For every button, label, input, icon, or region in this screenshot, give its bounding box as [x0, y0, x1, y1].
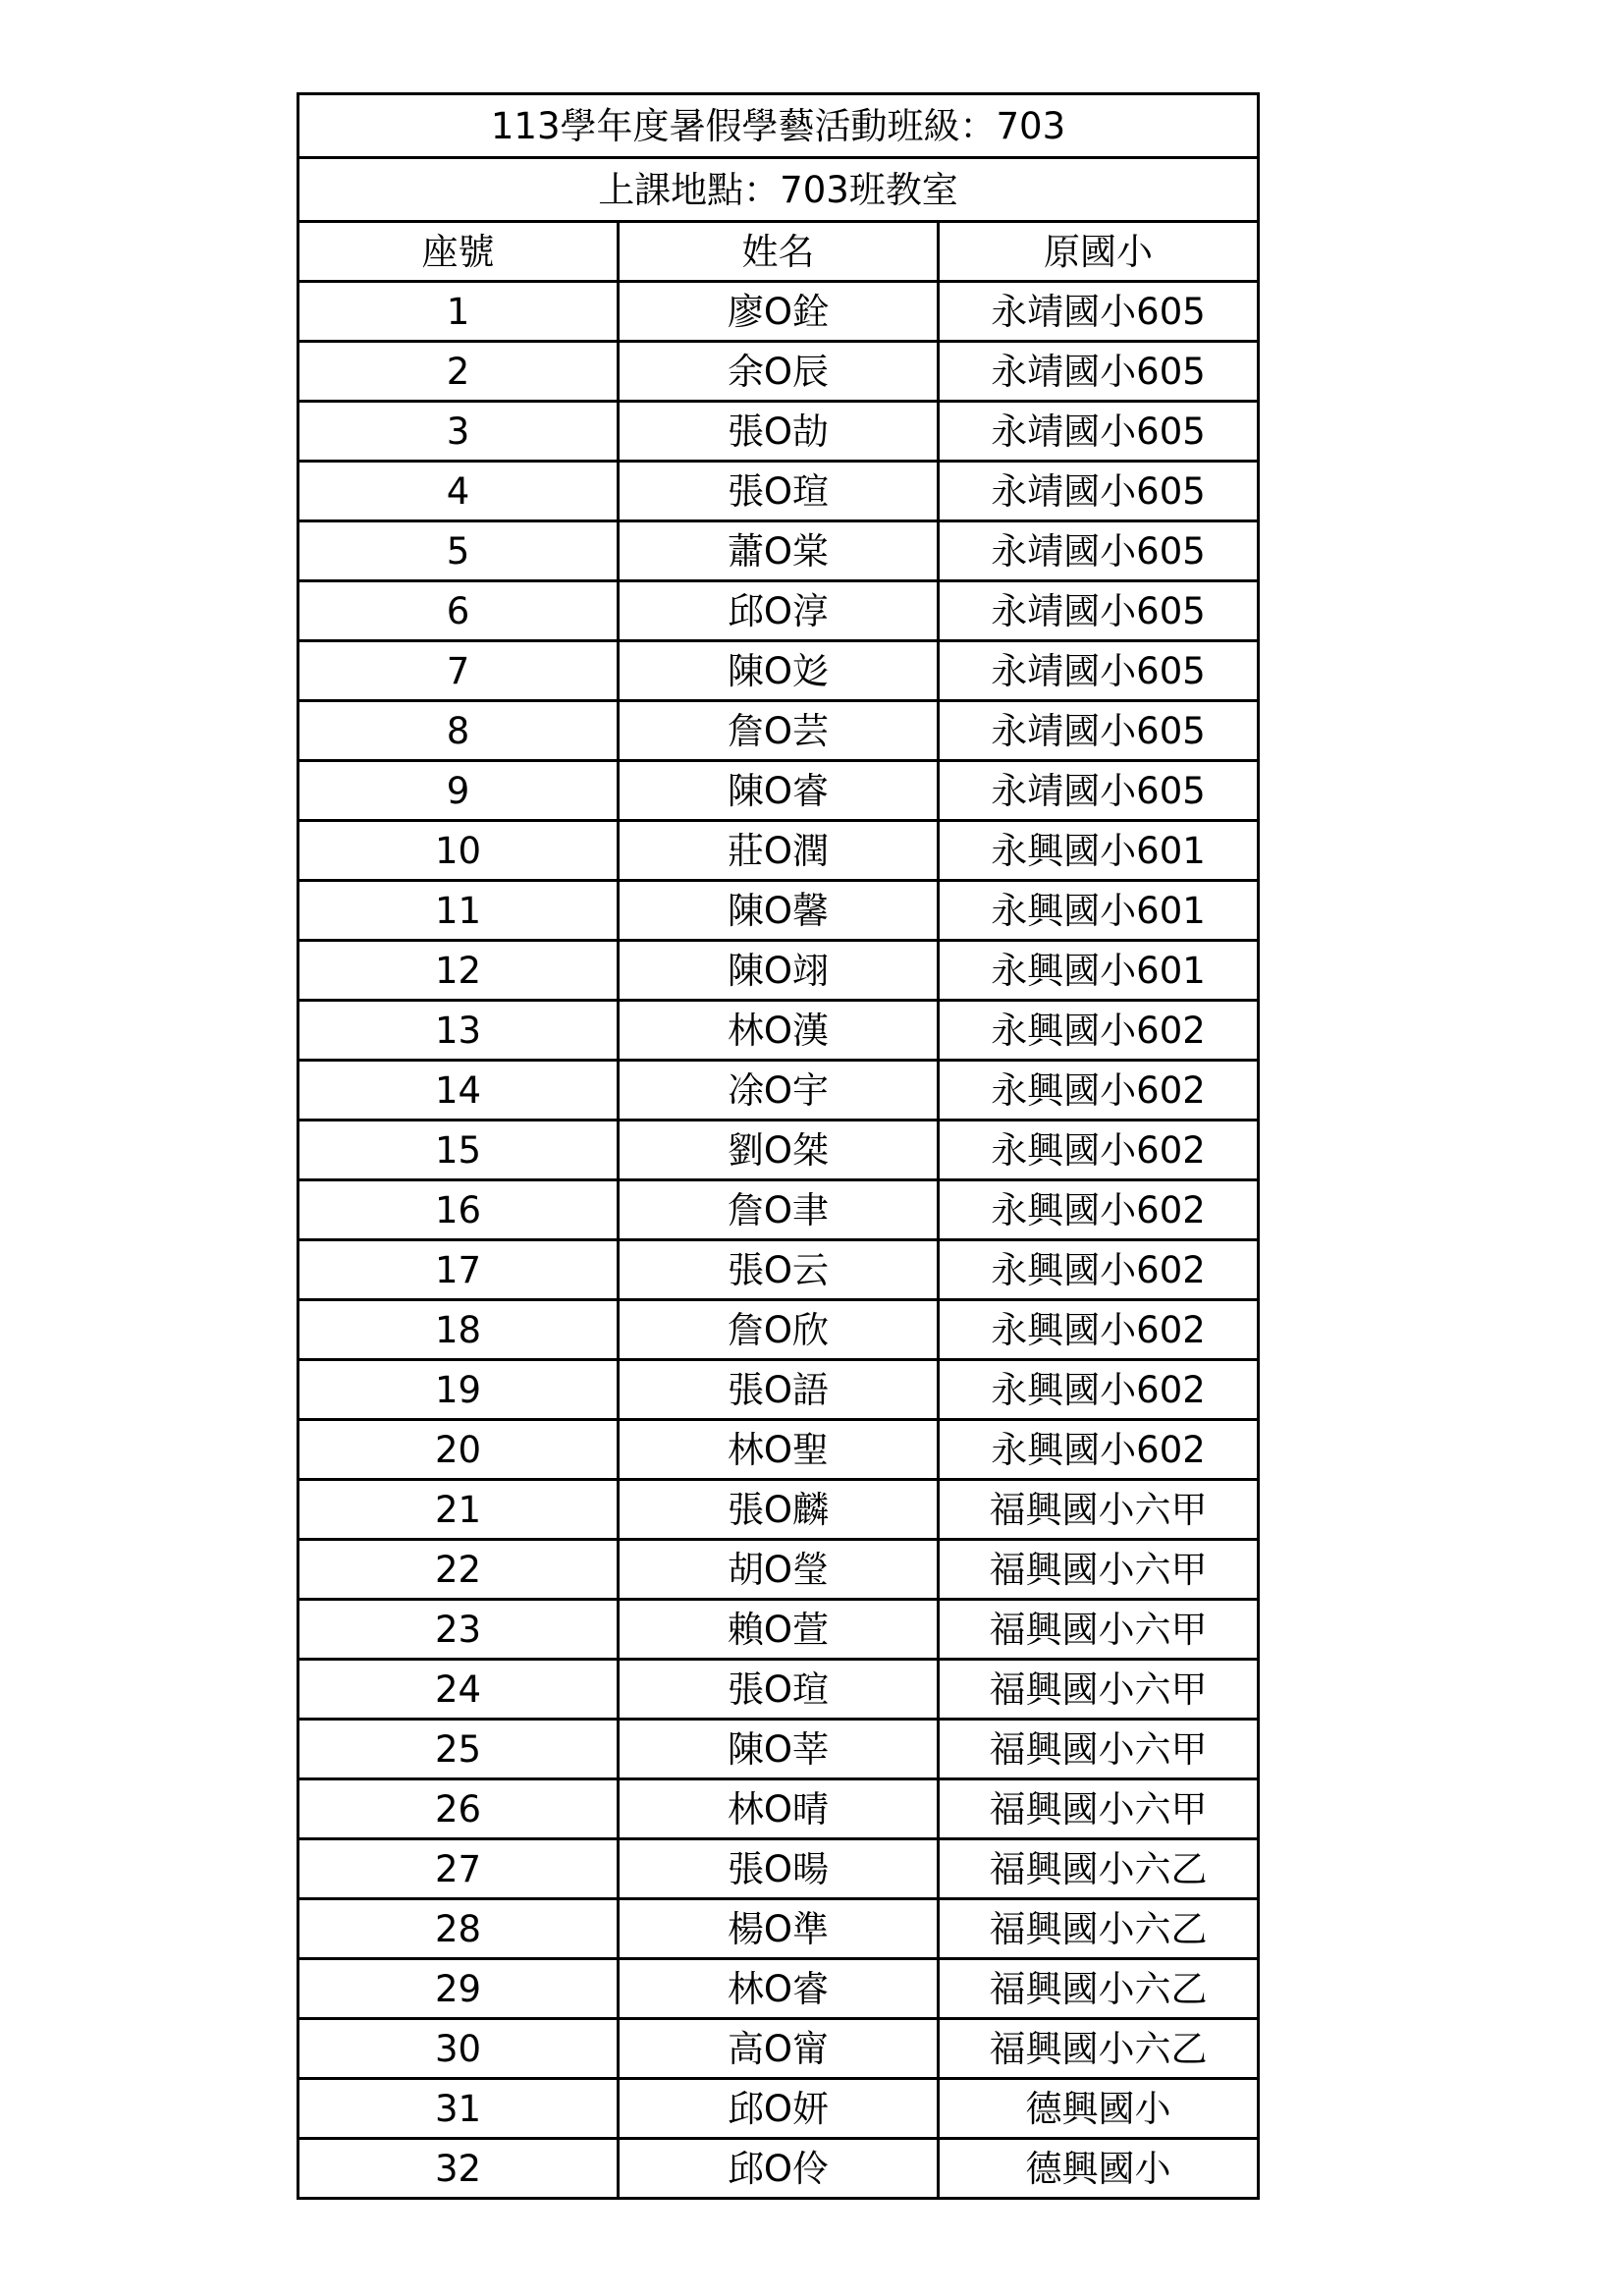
- seat-number-cell: 7: [298, 641, 619, 701]
- student-name-cell: 陳O彣: [619, 641, 939, 701]
- seat-number-cell: 13: [298, 1001, 619, 1061]
- table-row: [298, 1001, 1259, 1061]
- school-cell: 永靖國小605: [939, 761, 1259, 821]
- school-cell: 福興國小六甲: [939, 1540, 1259, 1600]
- table-row: [298, 1121, 1259, 1180]
- table-row: [298, 1480, 1259, 1540]
- student-name-cell: 莊O潤: [619, 821, 939, 881]
- seat-number-cell: 3: [298, 402, 619, 462]
- table-row: [298, 1300, 1259, 1360]
- table-row: [298, 1180, 1259, 1240]
- seat-number-cell: 12: [298, 941, 619, 1001]
- school-cell: 永靖國小605: [939, 342, 1259, 402]
- seat-number-cell: 2: [298, 342, 619, 402]
- school-cell: 永興國小601: [939, 821, 1259, 881]
- location-row: [298, 158, 1259, 222]
- student-name-cell: 張O劼: [619, 402, 939, 462]
- school-header: 原國小: [939, 222, 1259, 282]
- table-row: [298, 1240, 1259, 1300]
- seat-number-cell: 23: [298, 1600, 619, 1660]
- school-cell: 永興國小602: [939, 1360, 1259, 1420]
- seat-number-cell: 5: [298, 521, 619, 581]
- table-row: [298, 1959, 1259, 2019]
- school-cell: 永興國小602: [939, 1001, 1259, 1061]
- seat-number-cell: 18: [298, 1300, 619, 1360]
- table-row: [298, 402, 1259, 462]
- student-name-cell: 余O辰: [619, 342, 939, 402]
- school-cell: 永靖國小605: [939, 701, 1259, 761]
- school-cell: 永興國小602: [939, 1420, 1259, 1480]
- table-row: [298, 1839, 1259, 1899]
- student-name-cell: 賴O萱: [619, 1600, 939, 1660]
- column-header-row: [298, 222, 1259, 282]
- school-cell: 福興國小六甲: [939, 1600, 1259, 1660]
- school-cell: 永靖國小605: [939, 581, 1259, 641]
- student-name-cell: 張O云: [619, 1240, 939, 1300]
- student-name-cell: 凃O宇: [619, 1061, 939, 1121]
- seat-number-cell: 11: [298, 881, 619, 941]
- seat-number-cell: 8: [298, 701, 619, 761]
- class-roster-table: [297, 92, 1260, 2200]
- school-cell: 永靖國小605: [939, 641, 1259, 701]
- school-cell: 福興國小六甲: [939, 1720, 1259, 1779]
- seat-number-cell: 6: [298, 581, 619, 641]
- school-cell: 福興國小六甲: [939, 1660, 1259, 1720]
- student-name-cell: 林O晴: [619, 1779, 939, 1839]
- school-cell: 福興國小六乙: [939, 1839, 1259, 1899]
- name-header: 姓名: [619, 222, 939, 282]
- table-row: [298, 761, 1259, 821]
- student-name-cell: 張O麟: [619, 1480, 939, 1540]
- table-row: [298, 1061, 1259, 1121]
- seat-number-cell: 25: [298, 1720, 619, 1779]
- seat-number-cell: 27: [298, 1839, 619, 1899]
- table-row: [298, 941, 1259, 1001]
- table-row: [298, 2079, 1259, 2139]
- student-name-cell: 邱O淳: [619, 581, 939, 641]
- school-cell: 永興國小602: [939, 1240, 1259, 1300]
- table-row: [298, 521, 1259, 581]
- seat-number-cell: 14: [298, 1061, 619, 1121]
- student-name-cell: 劉O桀: [619, 1121, 939, 1180]
- table-row: [298, 1540, 1259, 1600]
- table-row: [298, 1779, 1259, 1839]
- school-cell: 永興國小602: [939, 1180, 1259, 1240]
- roster-body: [298, 94, 1259, 2199]
- student-name-cell: 邱O伶: [619, 2139, 939, 2199]
- student-name-cell: 詹O欣: [619, 1300, 939, 1360]
- seat-number-cell: 10: [298, 821, 619, 881]
- seat-number-cell: 29: [298, 1959, 619, 2019]
- student-name-cell: 胡O瑩: [619, 1540, 939, 1600]
- table-row: [298, 701, 1259, 761]
- student-name-cell: 張O瑄: [619, 462, 939, 521]
- student-name-cell: 陳O翊: [619, 941, 939, 1001]
- seat-number-cell: 22: [298, 1540, 619, 1600]
- document-title: 113學年度暑假學藝活動班級：703: [298, 94, 1259, 158]
- school-cell: 德興國小: [939, 2079, 1259, 2139]
- school-cell: 福興國小六甲: [939, 1480, 1259, 1540]
- school-cell: 永興國小601: [939, 941, 1259, 1001]
- seat-number-cell: 31: [298, 2079, 619, 2139]
- table-row: [298, 1420, 1259, 1480]
- seat-number-cell: 28: [298, 1899, 619, 1959]
- seat-number-cell: 30: [298, 2019, 619, 2079]
- school-cell: 福興國小六乙: [939, 2019, 1259, 2079]
- student-name-cell: 陳O莘: [619, 1720, 939, 1779]
- class-location: 上課地點：703班教室: [298, 158, 1259, 222]
- seat-number-cell: 20: [298, 1420, 619, 1480]
- school-cell: 福興國小六乙: [939, 1959, 1259, 2019]
- table-row: [298, 282, 1259, 342]
- school-cell: 永靖國小605: [939, 402, 1259, 462]
- table-row: [298, 581, 1259, 641]
- seat-number-cell: 4: [298, 462, 619, 521]
- table-row: [298, 821, 1259, 881]
- table-row: [298, 1600, 1259, 1660]
- seat-number-cell: 17: [298, 1240, 619, 1300]
- student-name-cell: 張O暘: [619, 1839, 939, 1899]
- school-cell: 福興國小六甲: [939, 1779, 1259, 1839]
- table-row: [298, 462, 1259, 521]
- seat-number-cell: 19: [298, 1360, 619, 1420]
- student-name-cell: 林O漢: [619, 1001, 939, 1061]
- school-cell: 永興國小602: [939, 1061, 1259, 1121]
- seat-number-cell: 24: [298, 1660, 619, 1720]
- table-row: [298, 2139, 1259, 2199]
- seat-number-cell: 9: [298, 761, 619, 821]
- table-row: [298, 1720, 1259, 1779]
- student-name-cell: 陳O睿: [619, 761, 939, 821]
- school-cell: 德興國小: [939, 2139, 1259, 2199]
- seat-number-cell: 16: [298, 1180, 619, 1240]
- table-row: [298, 1360, 1259, 1420]
- student-name-cell: 蕭O棠: [619, 521, 939, 581]
- student-name-cell: 陳O馨: [619, 881, 939, 941]
- student-name-cell: 林O睿: [619, 1959, 939, 2019]
- school-cell: 永靖國小605: [939, 462, 1259, 521]
- school-cell: 永興國小602: [939, 1300, 1259, 1360]
- school-cell: 永靖國小605: [939, 521, 1259, 581]
- school-cell: 永靖國小605: [939, 282, 1259, 342]
- seat-number-cell: 32: [298, 2139, 619, 2199]
- table-row: [298, 1899, 1259, 1959]
- student-name-cell: 高O甯: [619, 2019, 939, 2079]
- seat-number-cell: 1: [298, 282, 619, 342]
- seat-number-cell: 15: [298, 1121, 619, 1180]
- student-name-cell: 廖O銓: [619, 282, 939, 342]
- table-row: [298, 342, 1259, 402]
- table-row: [298, 641, 1259, 701]
- student-name-cell: 林O聖: [619, 1420, 939, 1480]
- student-name-cell: 詹O聿: [619, 1180, 939, 1240]
- student-name-cell: 楊O準: [619, 1899, 939, 1959]
- student-name-cell: 張O瑄: [619, 1660, 939, 1720]
- student-name-cell: 詹O芸: [619, 701, 939, 761]
- table-row: [298, 881, 1259, 941]
- student-name-cell: 張O語: [619, 1360, 939, 1420]
- table-row: [298, 1660, 1259, 1720]
- student-name-cell: 邱O妍: [619, 2079, 939, 2139]
- seat-number-cell: 26: [298, 1779, 619, 1839]
- school-cell: 福興國小六乙: [939, 1899, 1259, 1959]
- school-cell: 永興國小601: [939, 881, 1259, 941]
- seat-number-cell: 21: [298, 1480, 619, 1540]
- school-cell: 永興國小602: [939, 1121, 1259, 1180]
- seat-header: 座號: [298, 222, 619, 282]
- title-row: [298, 94, 1259, 158]
- table-row: [298, 2019, 1259, 2079]
